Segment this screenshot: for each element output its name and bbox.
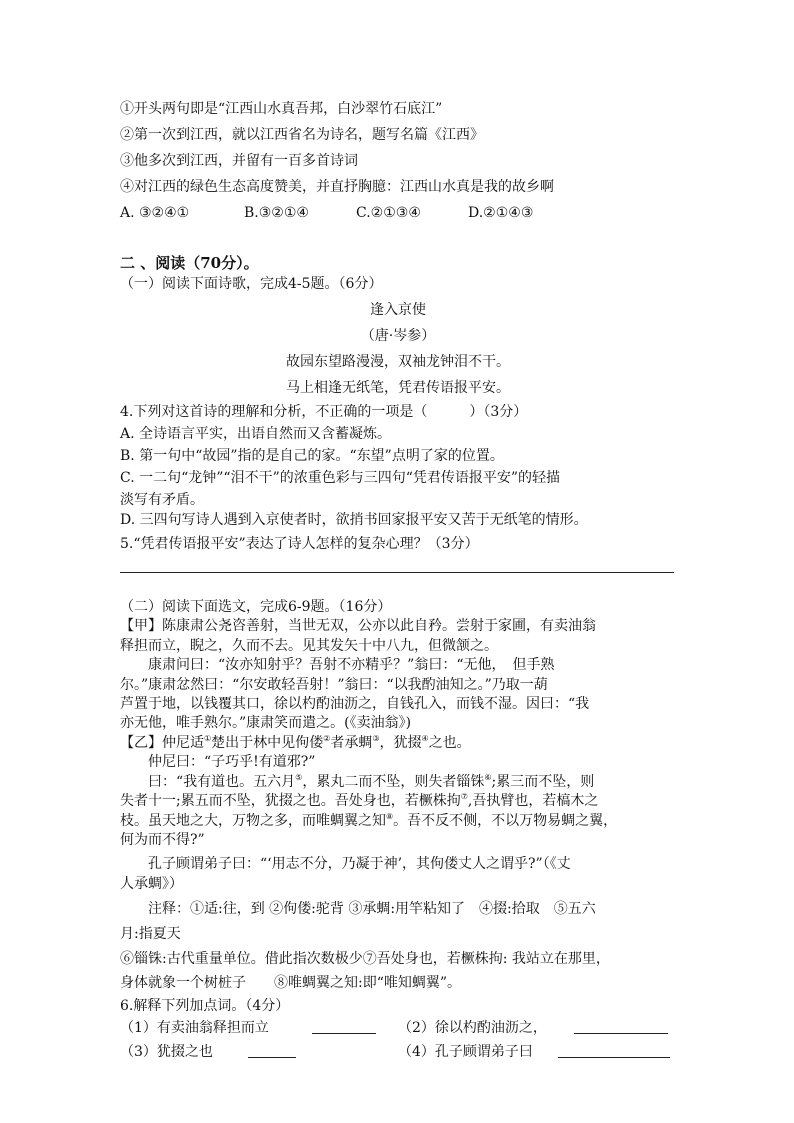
- poem-line-2: 马上相逢无纸笔，凭君传语报平安。: [286, 380, 510, 396]
- q4-option-a: A. 全诗语言平实，出语自然而又含蓄凝炼。: [120, 426, 392, 442]
- yi-line-3: [120, 772, 594, 792]
- q5-answer-line[interactable]: [120, 572, 674, 573]
- q4-option-b: B. 第一句中“故园”指的是自己的家。“东望”点明了家的位置。: [120, 448, 504, 464]
- footnote-mark: ⑥: [484, 773, 492, 782]
- q4-option-d: D. 三四句写诗人遇到入京使者时，欲捎书回家报平安又苦于无纸笔的情形。: [120, 512, 588, 528]
- yi-line-7: 孔子顾谓弟子曰：“‘用志不分，乃凝于神’，其佝偻丈人之谓乎?”（《丈: [120, 856, 571, 872]
- q3-statement-3: ③他多次到江西，并留有一百多首诗词: [120, 153, 358, 169]
- jia-line-3: 康肃问曰：“汝亦知射乎？吾射不亦精乎？”翁曰：“无他， 但手熟: [120, 657, 555, 673]
- yi-text: ,吾执臂也，若槁木之: [467, 793, 599, 809]
- q4-stem-score: ）（3分）: [469, 404, 528, 420]
- yi-text: 之也。: [428, 735, 471, 751]
- section-title: 二 、阅读（70分）。: [120, 254, 259, 272]
- poem-line-1: 故园东望路漫漫，双袖龙钟泪不干。: [286, 354, 510, 370]
- q6-blank-1[interactable]: [312, 1018, 376, 1034]
- q6-item-3: （3）犹掇之也: [120, 1044, 213, 1060]
- yi-text: ，累丸二而不坠，则失者锱铢: [302, 774, 485, 790]
- q6-row-1: [120, 1018, 668, 1038]
- jia-line-6: 亦无他，唯手熟尔。”康肃笑而遣之。(《卖油翁》): [120, 715, 412, 731]
- yi-line-6: 何为而不得?”: [120, 832, 205, 848]
- jia-line-5: 芦置于地，以钱覆其口，徐以杓酌油沥之，自钱孔入，而钱不湿。因曰：“我: [120, 696, 590, 712]
- yi-line-5: [120, 811, 617, 831]
- part2-intro: （二）阅读下面选文，完成6-9题。（16分）: [120, 599, 392, 615]
- poem-title: 逢入京使: [370, 302, 426, 318]
- notes-line-3: ⑥锱铢:古代重量单位。借此指次数极少⑦吾处身也，若橛株拘: 我站立在那里，: [120, 951, 610, 967]
- q4-stem-text: 4.下列对这首诗的理解和分析，不正确的一项是（: [120, 404, 428, 420]
- yi-text: 。吾不反不侧，不以万物易蜩之翼，: [393, 813, 618, 829]
- part1-intro: （一）阅读下面诗歌，完成4-5题。（6分）: [120, 276, 383, 292]
- yi-text: 曰：“我有道也。五六月: [120, 774, 296, 790]
- q3-option-d: D.②①④③: [468, 205, 534, 221]
- q3-option-b: B.③②①④: [244, 205, 309, 221]
- yi-text: ，犹掇: [379, 735, 422, 751]
- q3-option-c: C.②①③④: [356, 205, 421, 221]
- q4-stem: [120, 402, 527, 422]
- poem-author: （唐·岑参）: [360, 328, 436, 344]
- q5-stem: 5.“凭君传语报平安”表达了诗人怎样的复杂心理？（3分）: [120, 536, 479, 552]
- notes-line-2: 月:指夏天: [120, 926, 181, 942]
- q4-option-c-cont: 淡写有矛盾。: [120, 492, 204, 508]
- q3-statement-4: ④对江西的绿色生态高度赞美，并直抒胸臆：江西山水真是我的故乡啊: [120, 179, 554, 195]
- yi-text: 失者十一;累五而不坠，犹掇之也。吾处身也，若橛株拘: [120, 793, 461, 809]
- yi-text: 者承蜩: [330, 735, 373, 751]
- q6-blank-4[interactable]: [558, 1042, 670, 1058]
- yi-line-4: [120, 791, 598, 811]
- footnote-mark: ⑤: [295, 773, 303, 782]
- q6-item-4: （4）孔子顾谓弟子曰: [398, 1044, 533, 1060]
- q6-blank-3[interactable]: [248, 1042, 296, 1058]
- footnote-mark: ①: [204, 734, 212, 743]
- yi-text: 枝。虽天地之大，万物之多，而唯蜩翼之知: [120, 813, 386, 829]
- yi-line-2: 仲尼曰：“子巧乎!有道邪?”: [120, 754, 316, 770]
- yi-text: 楚出于林中见佝偻: [211, 735, 324, 751]
- q6-blank-2[interactable]: [574, 1018, 668, 1034]
- footnote-mark: ⑦: [460, 792, 468, 801]
- footnote-mark: ③: [372, 734, 380, 743]
- q3-statement-1: ①开头两句即是“江西山水真吾邦，白沙翠竹石底江”: [120, 101, 443, 117]
- yi-line-8: 人承蜩》）: [120, 876, 183, 892]
- yi-text: ;累三而不坠，则: [491, 774, 595, 790]
- yi-text: 【乙】仲尼适: [120, 735, 204, 751]
- q3-statement-2: ②第一次到江西，就以江西省名为诗名，题写名篇《江西》: [120, 127, 484, 143]
- jia-line-4: 尔。”康肃忿然曰：“尔安敢轻吾射！”翁曰：“以我酌油知之。”乃取一葫: [120, 677, 548, 693]
- q3-options: [120, 203, 533, 223]
- q6-row-2: [120, 1042, 670, 1062]
- footnote-mark: ②: [323, 734, 331, 743]
- q6-stem: 6.解释下列加点词。（4分）: [120, 998, 290, 1014]
- footnote-mark: ④: [421, 734, 429, 743]
- notes-line-1: 注释：①适:往，到 ②佝偻:驼背 ③承蜩:用竿粘知了 ④掇:拾取 ⑤五六: [120, 901, 596, 917]
- notes-line-4: 身体就象一个树桩子 ⑧唯蜩翼之知:即“唯知蜩翼”。: [120, 975, 462, 991]
- footnote-mark: ⑧: [386, 812, 394, 821]
- q6-item-2: （2）徐以杓酌油沥之，: [398, 1020, 547, 1036]
- q3-option-a: A. ③②④①: [120, 205, 190, 221]
- jia-line-1: 【甲】陈康肃公尧咨善射，当世无双，公亦以此自矜。尝射于家圃，有卖油翁: [120, 618, 596, 634]
- q4-option-c: C. 一二句“龙钟”“泪不干”的浓重色彩与三四句“凭君传语报平安”的轻描: [120, 470, 561, 486]
- q6-item-1: （1）有卖油翁释担而立: [120, 1020, 269, 1036]
- jia-line-2: 释担而立，睨之，久而不去。见其发矢十中八九，但微颔之。: [120, 638, 498, 654]
- yi-line-1: [120, 733, 471, 753]
